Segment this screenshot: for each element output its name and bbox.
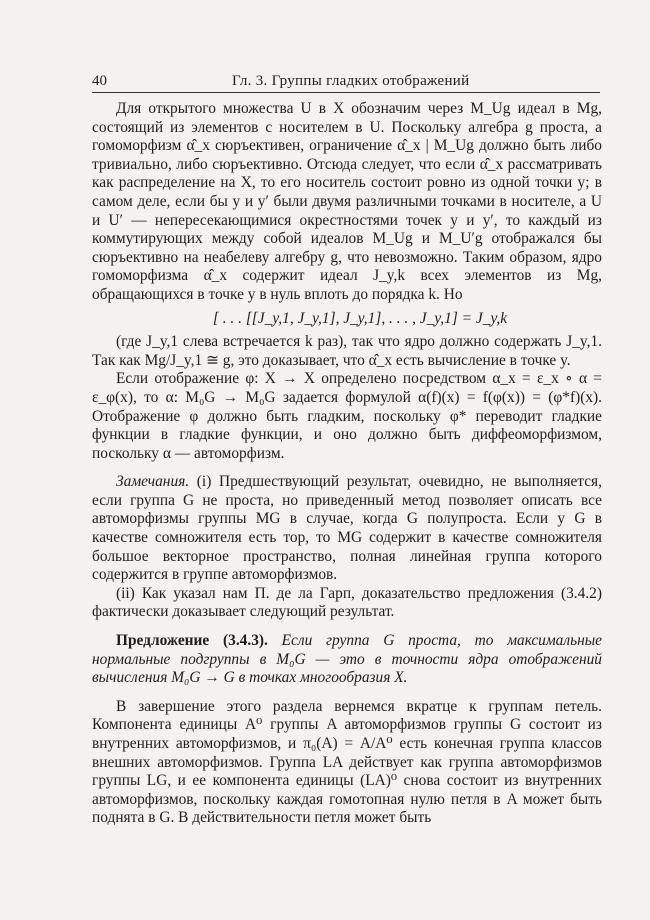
proposition-title: Предложение (3.4.3). <box>116 632 268 650</box>
page-header <box>92 70 600 93</box>
page-number: 40 <box>92 73 107 89</box>
remarks-title: Замечания. <box>116 473 190 491</box>
remark-item-1 <box>92 473 602 585</box>
paragraph-kernel: (где J_y,1 слева встречается k раз), так что ядро должно содержать J_y,1. Так как Mg/J_y,1 ≅ g, это доказывает, что α̂_x есть вычисление в точке y. <box>92 333 602 369</box>
paragraph-loop-groups: В завершение этого раздела вернемся вкратце к группам петель. Компонента единицы A⁰ группы A автоморфизмов группы G состоит из внутренних автоморфизмов, и π₀(A) = A/A⁰ есть конечная группа классов внешних автоморфизмов. Группа LA действует как группа автоморфизмов группы LG, и ее компонента единицы (LA)⁰ снова состоит из внутренних автоморфизмов, поскольку каждая гомотопная нулю петля в A может быть поднята в G. В действительности петля может быть <box>92 697 602 827</box>
proposition-block <box>92 632 602 688</box>
paragraph-diffeomorphism: Если отображение φ: X → X определено посредством α_x = ε_x ∘ α = ε_φ(x), то α: M₀G → M₀G задается формулой α(f)(x) = f(φ(x)) = (φ*f)(x). Отображение φ должно быть гладким, поскольку φ* переводит гладкие функции в гладкие функции, и оно должно быть диффеоморфизмом, поскольку α — автоморфизм. <box>92 370 602 462</box>
paragraph-support: Для открытого множества U в X обозначим через M_Ug идеал в Mg, состоящий из элементов с носителем в U. Поскольку алгебра g проста, а гомоморфизм α̂_x сюръективен, ограничение α̂_x | M_Ug должно быть либо тривиально, либо сюръективно. Отсюда следует, что если α̂_x рассматривать как распределение на X, то его носитель состоит ровно из одной точки y; в самом деле, если бы y и y′ были двумя различными точками в носителе, а U и U′ — непересекающимися окрестностями точек y и y′, то каждый из коммутирующих между собой идеалов M_Ug и M_U′g отображался бы сюръективно на неабелеву алгебру g, что невозможно. Таким образом, ядро гомоморфизма α̂_x содержит идеал J_y,k всех элементов из Mg, обращающихся в точке y в нуль вплоть до порядка k. Но <box>92 100 602 303</box>
page-body <box>92 100 602 828</box>
remark-item-1-text: (i) Предшествующий результат, очевидно, не выполняется, если группа G не проста, но приведенный метод позволяет описать все автоморфизмы группы MG в случае, когда G полупроста. Если у G в качестве сомножителя есть тор, то MG содержит в качестве сомножителя большое векторное пространство, полная линейная группа которого содержится в группе автоморфизмов. <box>92 473 602 584</box>
commutator-formula: [ . . . [[J_y,1, J_y,1], J_y,1], . . . , J_y,1] = J_y,k <box>212 309 508 327</box>
proposition-text: Если группа G проста, то максимальные нормальные подгруппы в M₀G — это в точности ядра отображений вычисления M₀G → G в точках многообразия X. <box>92 632 602 687</box>
remarks-section <box>92 473 602 622</box>
running-title: Гл. 3. Группы гладких отображений <box>232 73 470 89</box>
remark-item-2: (ii) Как указал нам П. де ла Гарп, доказательство предложения (3.4.2) фактически доказывает следующий результат. <box>92 584 602 621</box>
